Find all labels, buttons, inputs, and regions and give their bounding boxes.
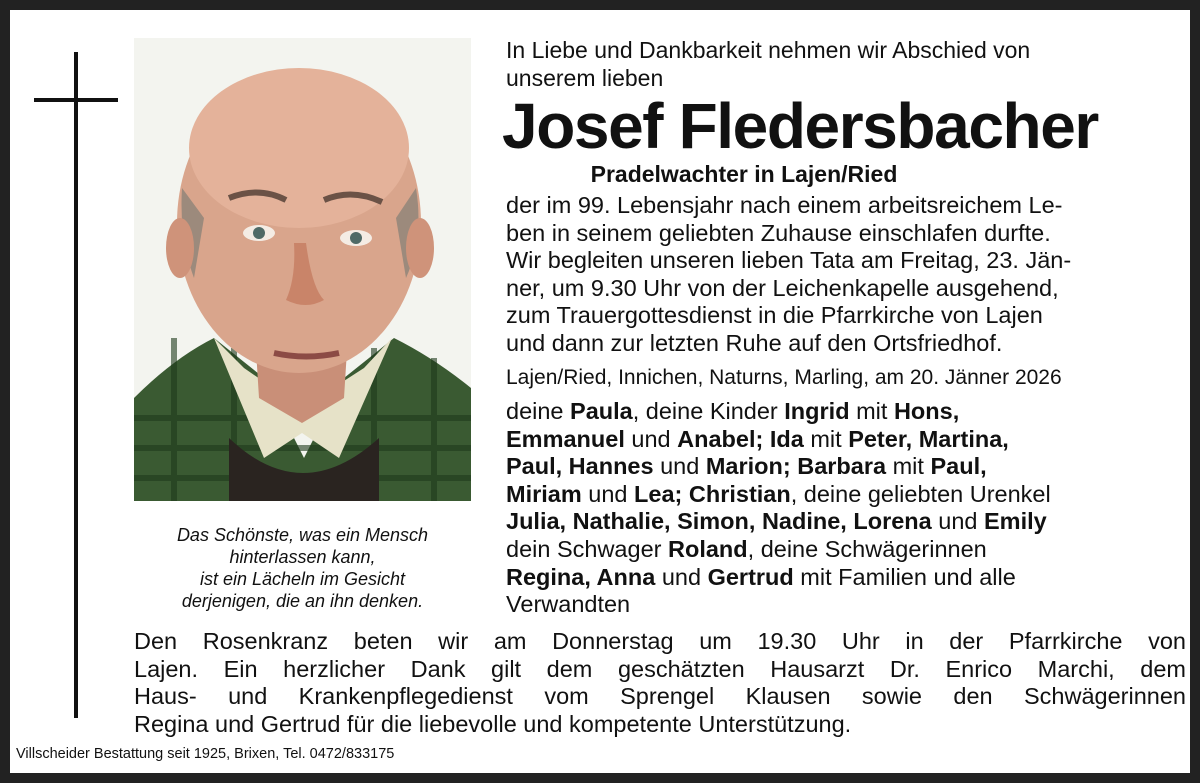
mourners-text: und bbox=[931, 508, 984, 535]
mourner-name: Emmanuel bbox=[506, 425, 625, 452]
mourners-line bbox=[506, 398, 1182, 426]
thanks-paragraph bbox=[134, 628, 1186, 738]
funeral-home-credit: Villscheider Bestattung seit 1925, Brixen, Tel. 0472/833175 bbox=[16, 746, 395, 762]
quote-line: ist ein Lächeln im Gesicht bbox=[199, 569, 406, 589]
mourners-text: mit bbox=[803, 425, 849, 452]
quote-line: derjenigen, die an ihn denken. bbox=[181, 591, 424, 611]
mourner-name: Marion; Barbara bbox=[705, 453, 887, 480]
body-line: Wir begleiten unseren lieben Tata am Freitag, 23. Jän- bbox=[506, 247, 1072, 274]
mourner-name: Peter, Martina, bbox=[848, 425, 1009, 452]
mourners-text: mit bbox=[849, 398, 894, 424]
mourners-text: deine bbox=[506, 398, 571, 424]
thanks-line: Regina und Gertrud für die liebevolle und kompetente Unterstützung. bbox=[134, 710, 852, 737]
portrait-photo bbox=[134, 38, 471, 501]
mourners-list bbox=[506, 398, 1182, 619]
cross-symbol-vertical bbox=[74, 52, 78, 718]
mourner-name: Julia, Nathalie, Simon, Nadine, Lorena bbox=[506, 508, 932, 535]
mourners-text: mit bbox=[886, 453, 931, 480]
mourners-line bbox=[506, 426, 1182, 454]
mourners-text: , deine Schwägerinnen bbox=[747, 535, 987, 562]
body-line: ner, um 9.30 Uhr von der Leichenkapelle ausgehend, bbox=[506, 274, 1059, 301]
quote-line: hinterlassen kann, bbox=[229, 547, 376, 567]
mourners-text: dein Schwager bbox=[506, 535, 668, 562]
cross-symbol-horizontal bbox=[34, 98, 118, 102]
mourners-text: , deine Kinder bbox=[632, 398, 785, 424]
mourners-text: , deine geliebten Urenkel bbox=[790, 480, 1051, 507]
thanks-line: Haus- und Krankenpflegedienst vom Sprengel Klausen sowie den Schwägerinnen bbox=[134, 683, 1186, 710]
mourners-text: und bbox=[653, 453, 706, 480]
mourners-text: und bbox=[655, 563, 708, 590]
mourners-text: mit Familien und alle bbox=[793, 563, 1016, 590]
mourner-name: Miriam bbox=[506, 480, 582, 507]
mourner-name: Paul, Hannes bbox=[506, 453, 654, 480]
intro-line: unserem lieben bbox=[506, 65, 664, 91]
memorial-quote bbox=[134, 524, 471, 612]
mourners-line bbox=[506, 564, 1182, 592]
dateline: Lajen/Ried, Innichen, Naturns, Marling, am 20. Jänner 2026 bbox=[506, 366, 1062, 389]
deceased-name: Josef Fledersbacher bbox=[502, 90, 1098, 162]
mourners-line bbox=[506, 481, 1182, 509]
body-line: und dann zur letzten Ruhe auf den Ortsfriedhof. bbox=[506, 329, 1003, 356]
mourners-line bbox=[506, 536, 1182, 564]
mourners-line bbox=[506, 591, 1182, 619]
mourner-name: Anabel; Ida bbox=[677, 425, 804, 452]
intro-line: In Liebe und Dankbarkeit nehmen wir Abschied von bbox=[506, 37, 1031, 63]
mourners-text: und bbox=[581, 480, 635, 507]
mourner-name: Roland bbox=[668, 535, 748, 562]
intro-text bbox=[506, 36, 1030, 92]
mourner-name: Paul, bbox=[930, 453, 987, 480]
deceased-subtitle: Pradelwachter in Lajen/Ried bbox=[590, 161, 898, 187]
mourner-name: Emily bbox=[984, 508, 1047, 535]
body-line: ben in seinem geliebten Zuhause einschlafen durfte. bbox=[506, 219, 1051, 246]
mourners-line bbox=[506, 508, 1182, 536]
mourners-text: und bbox=[624, 425, 678, 452]
body-line: zum Trauergottesdienst in die Pfarrkirche von Lajen bbox=[506, 302, 1043, 329]
mourner-name: Hons, bbox=[893, 398, 960, 424]
mourner-name: Ingrid bbox=[784, 398, 850, 424]
mourner-name: Paula bbox=[570, 398, 633, 424]
mourners-line bbox=[506, 453, 1182, 481]
thanks-line: Den Rosenkranz beten wir am Donnerstag um 19.30 Uhr in der Pfarrkirche von bbox=[134, 628, 1186, 654]
body-line: der im 99. Lebensjahr nach einem arbeitsreichem Le- bbox=[506, 192, 1063, 218]
mourners-text: Verwandten bbox=[506, 591, 631, 618]
quote-line: Das Schönste, was ein Mensch bbox=[176, 525, 429, 545]
mourner-name: Lea; Christian bbox=[634, 480, 791, 507]
thanks-line: Lajen. Ein herzlicher Dank gilt dem geschätzten Hausarzt Dr. Enrico Marchi, dem bbox=[134, 655, 1186, 682]
mourner-name: Gertrud bbox=[707, 563, 794, 590]
obituary-body bbox=[506, 192, 1182, 358]
mourner-name: Regina, Anna bbox=[506, 563, 656, 590]
